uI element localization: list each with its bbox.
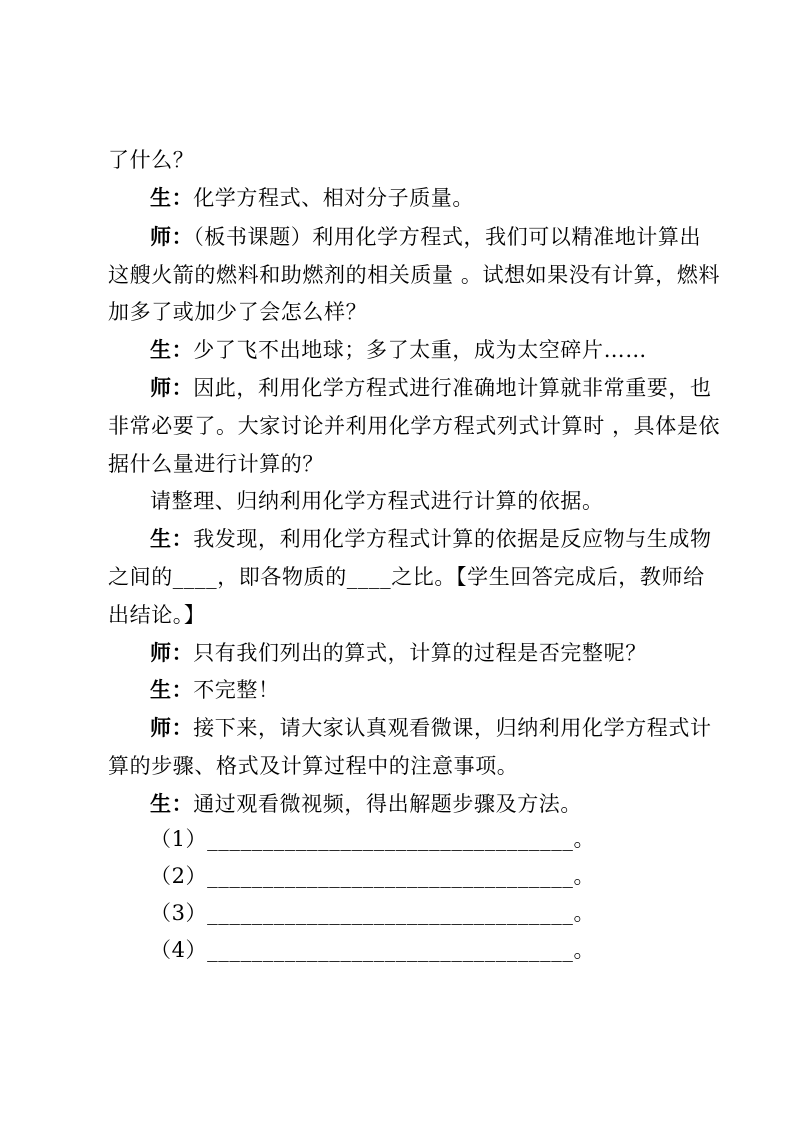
line-text: 非常必要了。大家讨论并利用化学方程式列式计算时 ，具体是依 <box>108 414 721 438</box>
line-text: 算的步骤、格式及计算过程中的注意事项。 <box>108 754 519 778</box>
line-text: 了什么？ <box>108 148 195 172</box>
speaker-label: 生： <box>150 186 194 210</box>
dialogue-student <box>0 337 794 363</box>
line-text: 通过观看微视频，得出解题步骤及方法。 <box>193 792 583 816</box>
paragraph-line <box>0 147 794 173</box>
line-text: 加多了或加少了会怎么样？ <box>108 300 368 324</box>
speaker-label: 生： <box>150 338 194 362</box>
line-text: 这艘火箭的燃料和助燃剂的相关质量 。试想如果没有计算，燃料 <box>108 263 721 287</box>
dialogue-student <box>0 185 794 211</box>
line-text: 因此，利用化学方程式进行准确地计算就非常重要，也 <box>193 376 712 400</box>
line-text: 我发现，利用化学方程式计算的依据是反应物与生成物 <box>193 527 712 551</box>
blank-step-2 <box>0 863 794 889</box>
paragraph-line <box>0 299 794 325</box>
paragraph-line <box>0 753 794 779</box>
paragraph-line <box>0 602 794 628</box>
line-text: 不完整！ <box>193 678 280 702</box>
step-text: （2）_________________________________。 <box>150 864 596 888</box>
paragraph-line <box>0 564 794 590</box>
speaker-label: 生： <box>150 792 194 816</box>
blank-step-3 <box>0 900 794 926</box>
blank-step-1 <box>0 826 794 852</box>
line-text: 请整理、归纳利用化学方程式进行计算的依据。 <box>150 489 604 513</box>
line-text: 少了飞不出地球；多了太重，成为太空碎片…… <box>193 338 647 362</box>
step-text: （4）_________________________________。 <box>150 938 596 962</box>
speaker-label: 生： <box>150 678 194 702</box>
line-text: 之间的____，即各物质的____之比。【学生回答完成后，教师给 <box>108 565 705 589</box>
line-text: 只有我们列出的算式，计算的过程是否完整呢？ <box>193 641 647 665</box>
paragraph-line <box>0 451 794 477</box>
speaker-label: 生： <box>150 527 194 551</box>
line-text: （板书课题）利用化学方程式，我们可以精准地计算出 <box>193 225 702 249</box>
line-text: 出结论。】 <box>108 603 206 627</box>
dialogue-teacher <box>0 640 794 666</box>
speaker-label: 师： <box>150 225 194 249</box>
line-text: 据什么量进行计算的？ <box>108 452 324 476</box>
dialogue-teacher <box>0 224 794 250</box>
line-text: 接下来，请大家认真观看微课，归纳利用化学方程式计 <box>193 716 712 740</box>
step-text: （1）_________________________________。 <box>150 827 596 851</box>
blank-step-4 <box>0 937 794 963</box>
line-text: 化学方程式、相对分子质量。 <box>193 186 475 210</box>
dialogue-student <box>0 791 794 817</box>
dialogue-student <box>0 526 794 552</box>
dialogue-teacher <box>0 715 794 741</box>
dialogue-student <box>0 677 794 703</box>
speaker-label: 师： <box>150 641 194 665</box>
paragraph-line <box>0 413 794 439</box>
paragraph-line <box>0 262 794 288</box>
dialogue-teacher <box>0 375 794 401</box>
speaker-label: 师： <box>150 716 194 740</box>
paragraph-line <box>0 488 794 514</box>
step-text: （3）_________________________________。 <box>150 901 596 925</box>
speaker-label: 师： <box>150 376 194 400</box>
